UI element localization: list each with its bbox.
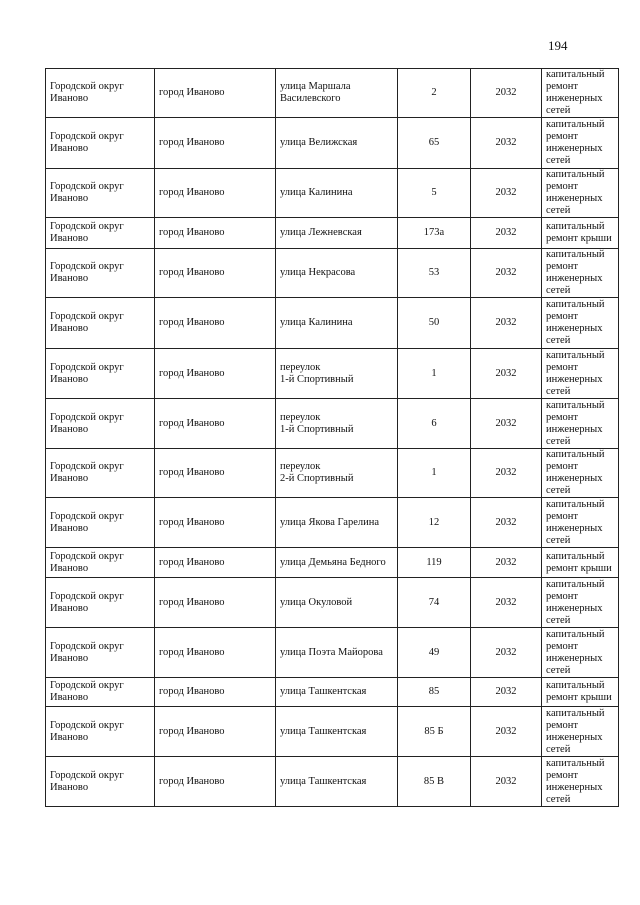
city-cell: город Иваново <box>155 678 276 707</box>
table-row <box>46 298 619 349</box>
work-type-cell: капитальный ремонт инженерных сетей <box>542 757 619 807</box>
street-cell: улица Окуловой <box>276 578 398 628</box>
municipality-cell: Городской округ Иваново <box>46 298 155 349</box>
work-type-cell: капитальный ремонт крыши <box>542 218 619 249</box>
city-cell: город Иваново <box>155 169 276 218</box>
work-type-cell: капитальный ремонт инженерных сетей <box>542 249 619 298</box>
city-cell: город Иваново <box>155 249 276 298</box>
work-type-cell: капитальный ремонт инженерных сетей <box>542 298 619 349</box>
work-type-cell: капитальный ремонт инженерных сетей <box>542 498 619 548</box>
year-cell: 2032 <box>471 218 542 249</box>
city-cell: город Иваново <box>155 498 276 548</box>
table-row <box>46 449 619 498</box>
city-cell: город Иваново <box>155 707 276 757</box>
year-cell: 2032 <box>471 249 542 298</box>
street-cell: улица Якова Гарелина <box>276 498 398 548</box>
work-type-cell: капитальный ремонт инженерных сетей <box>542 169 619 218</box>
city-cell: город Иваново <box>155 578 276 628</box>
street-cell: улица Велижская <box>276 118 398 169</box>
table-row <box>46 218 619 249</box>
year-cell: 2032 <box>471 349 542 399</box>
municipality-cell: Городской округ Иваново <box>46 69 155 118</box>
table-row <box>46 118 619 169</box>
house-cell: 119 <box>398 548 471 578</box>
house-cell: 65 <box>398 118 471 169</box>
table-row <box>46 69 619 118</box>
house-cell: 2 <box>398 69 471 118</box>
house-cell: 5 <box>398 169 471 218</box>
street-cell: улица Калинина <box>276 298 398 349</box>
table-row <box>46 249 619 298</box>
house-cell: 1 <box>398 449 471 498</box>
table-row <box>46 399 619 449</box>
street-cell: улица Ташкентская <box>276 678 398 707</box>
street-cell: улица Калинина <box>276 169 398 218</box>
house-cell: 49 <box>398 628 471 678</box>
house-cell: 1 <box>398 349 471 399</box>
year-cell: 2032 <box>471 449 542 498</box>
city-cell: город Иваново <box>155 69 276 118</box>
house-cell: 74 <box>398 578 471 628</box>
city-cell: город Иваново <box>155 118 276 169</box>
year-cell: 2032 <box>471 628 542 678</box>
work-type-cell: капитальный ремонт инженерных сетей <box>542 399 619 449</box>
street-cell: переулок 1-й Спортивный <box>276 349 398 399</box>
street-cell: переулок 2-й Спортивный <box>276 449 398 498</box>
municipality-cell: Городской округ Иваново <box>46 628 155 678</box>
city-cell: город Иваново <box>155 298 276 349</box>
year-cell: 2032 <box>471 578 542 628</box>
street-cell: переулок 1-й Спортивный <box>276 399 398 449</box>
year-cell: 2032 <box>471 399 542 449</box>
table-body <box>46 69 619 807</box>
year-cell: 2032 <box>471 169 542 218</box>
table-row <box>46 548 619 578</box>
city-cell: город Иваново <box>155 349 276 399</box>
year-cell: 2032 <box>471 707 542 757</box>
house-cell: 6 <box>398 399 471 449</box>
housing-register-table <box>45 68 619 807</box>
year-cell: 2032 <box>471 498 542 548</box>
work-type-cell: капитальный ремонт инженерных сетей <box>542 449 619 498</box>
city-cell: город Иваново <box>155 449 276 498</box>
year-cell: 2032 <box>471 298 542 349</box>
house-cell: 53 <box>398 249 471 298</box>
work-type-cell: капитальный ремонт инженерных сетей <box>542 707 619 757</box>
street-cell: улица Лежневская <box>276 218 398 249</box>
street-cell: улица Маршала Василевского <box>276 69 398 118</box>
table-row <box>46 498 619 548</box>
municipality-cell: Городской округ Иваново <box>46 498 155 548</box>
house-cell: 85 <box>398 678 471 707</box>
city-cell: город Иваново <box>155 628 276 678</box>
house-cell: 85 В <box>398 757 471 807</box>
year-cell: 2032 <box>471 69 542 118</box>
table-row <box>46 578 619 628</box>
table-row <box>46 349 619 399</box>
municipality-cell: Городской округ Иваново <box>46 707 155 757</box>
house-cell: 50 <box>398 298 471 349</box>
municipality-cell: Городской округ Иваново <box>46 678 155 707</box>
city-cell: город Иваново <box>155 757 276 807</box>
street-cell: улица Ташкентская <box>276 707 398 757</box>
work-type-cell: капитальный ремонт инженерных сетей <box>542 69 619 118</box>
table-row <box>46 678 619 707</box>
table-row <box>46 757 619 807</box>
work-type-cell: капитальный ремонт крыши <box>542 678 619 707</box>
city-cell: город Иваново <box>155 399 276 449</box>
municipality-cell: Городской округ Иваново <box>46 218 155 249</box>
house-cell: 173а <box>398 218 471 249</box>
street-cell: улица Некрасова <box>276 249 398 298</box>
municipality-cell: Городской округ Иваново <box>46 449 155 498</box>
year-cell: 2032 <box>471 757 542 807</box>
work-type-cell: капитальный ремонт инженерных сетей <box>542 628 619 678</box>
work-type-cell: капитальный ремонт инженерных сетей <box>542 349 619 399</box>
municipality-cell: Городской округ Иваново <box>46 757 155 807</box>
house-cell: 85 Б <box>398 707 471 757</box>
street-cell: улица Поэта Майорова <box>276 628 398 678</box>
municipality-cell: Городской округ Иваново <box>46 169 155 218</box>
year-cell: 2032 <box>471 118 542 169</box>
municipality-cell: Городской округ Иваново <box>46 249 155 298</box>
municipality-cell: Городской округ Иваново <box>46 399 155 449</box>
municipality-cell: Городской округ Иваново <box>46 118 155 169</box>
work-type-cell: капитальный ремонт инженерных сетей <box>542 118 619 169</box>
year-cell: 2032 <box>471 678 542 707</box>
work-type-cell: капитальный ремонт крыши <box>542 548 619 578</box>
street-cell: улица Ташкентская <box>276 757 398 807</box>
table-row <box>46 628 619 678</box>
municipality-cell: Городской округ Иваново <box>46 548 155 578</box>
city-cell: город Иваново <box>155 218 276 249</box>
house-cell: 12 <box>398 498 471 548</box>
municipality-cell: Городской округ Иваново <box>46 578 155 628</box>
street-cell: улица Демьяна Бедного <box>276 548 398 578</box>
year-cell: 2032 <box>471 548 542 578</box>
page-number: 194 <box>548 38 568 53</box>
municipality-cell: Городской округ Иваново <box>46 349 155 399</box>
table-row <box>46 707 619 757</box>
table-row <box>46 169 619 218</box>
city-cell: город Иваново <box>155 548 276 578</box>
work-type-cell: капитальный ремонт инженерных сетей <box>542 578 619 628</box>
